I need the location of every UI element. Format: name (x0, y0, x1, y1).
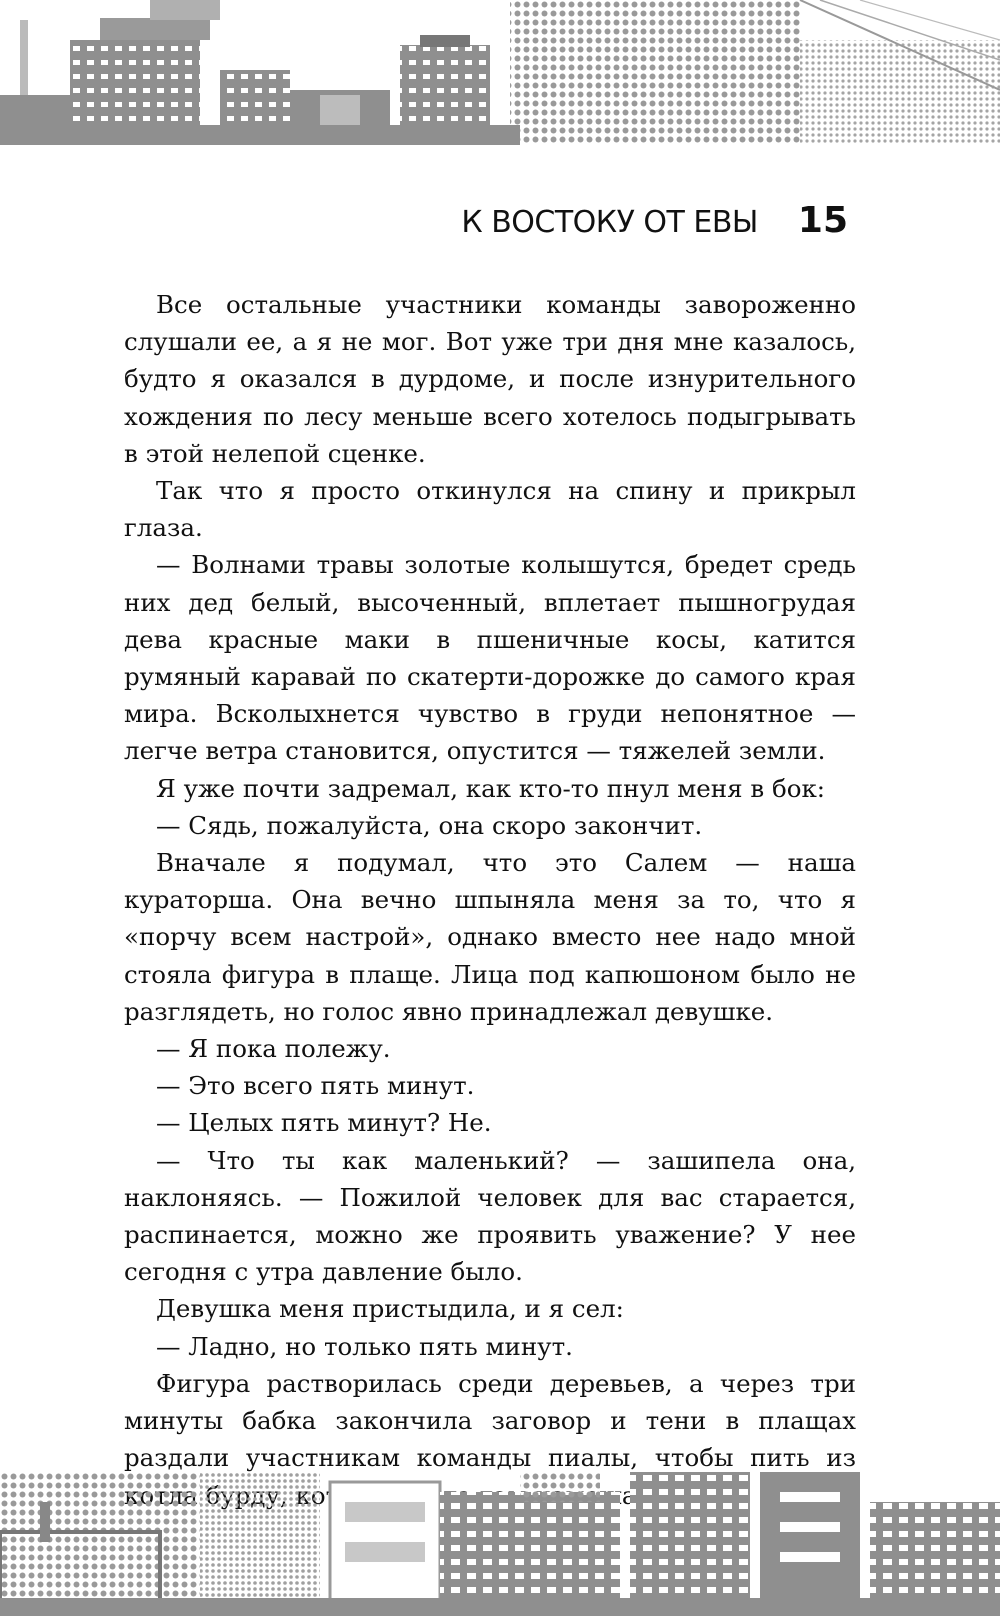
paragraph: — Волнами травы золотые колышутся, бредет средь них дед белый, высоченный, вплетает пышногрудая дева красные маки в пшеничные косы, катится румяный каравай по скатерти-дорожке до самого края мира. Всколыхнется чувство в груди непонятное — легче ветра становится, опустится — тяжелей земли. (124, 550, 856, 766)
paragraph: — Что ты как маленький? — зашипела она, наклоняясь. — Пожилой человек для вас старается, распинается, можно же проявить уважение? У нее сегодня с утра давление было. (124, 1145, 856, 1287)
paragraph: — Я пока полежу. (156, 1034, 391, 1064)
paragraph: — Сядь, пожалуйста, она скоро закончит. (156, 810, 703, 840)
running-title: К ВОСТОКУ ОТ ЕВЫ (461, 205, 758, 240)
bottom-cityscape-decoration (0, 1472, 1000, 1616)
paragraph: — Целых пять минут? Не. (156, 1108, 492, 1138)
paragraph: Так что я просто откинулся на спину и прикрыл глаза. (124, 476, 856, 543)
paragraph: Я уже почти задремал, как кто-то пнул меня в бок: (156, 773, 826, 803)
top-cityscape-decoration (0, 0, 1000, 145)
running-head (0, 200, 848, 241)
paragraph: Все остальные участники команды завороженно слушали ее, а я не мог. Вот уже три дня мне казалось, будто я оказался в дурдоме, и после изнурительного хождения по лесу меньше всего хотелось подыгрывать в этой нелепой сценке. (124, 290, 856, 468)
paragraph: — Ладно, но только пять минут. (156, 1331, 573, 1361)
paragraph: Вначале я подумал, что это Салем — наша кураторша. Она вечно шпыняла меня за то, что я «порчу всем настрой», однако вместо нее надо мной стояла фигура в плаще. Лица под капюшоном было не разглядеть, но голос явно принадлежал девушке. (124, 848, 856, 1026)
paragraph: Фигура растворилась среди деревьев, а через три минуты бабка закончила заговор и тени в плащах раздали участникам команды пиалы, чтобы пить из (124, 1368, 856, 1473)
body-text (124, 286, 856, 1514)
paragraph: Девушка меня пристыдила, и я сел: (156, 1294, 624, 1324)
paragraph: — Это всего пять минут. (156, 1071, 475, 1101)
page-number: 15 (797, 200, 848, 241)
